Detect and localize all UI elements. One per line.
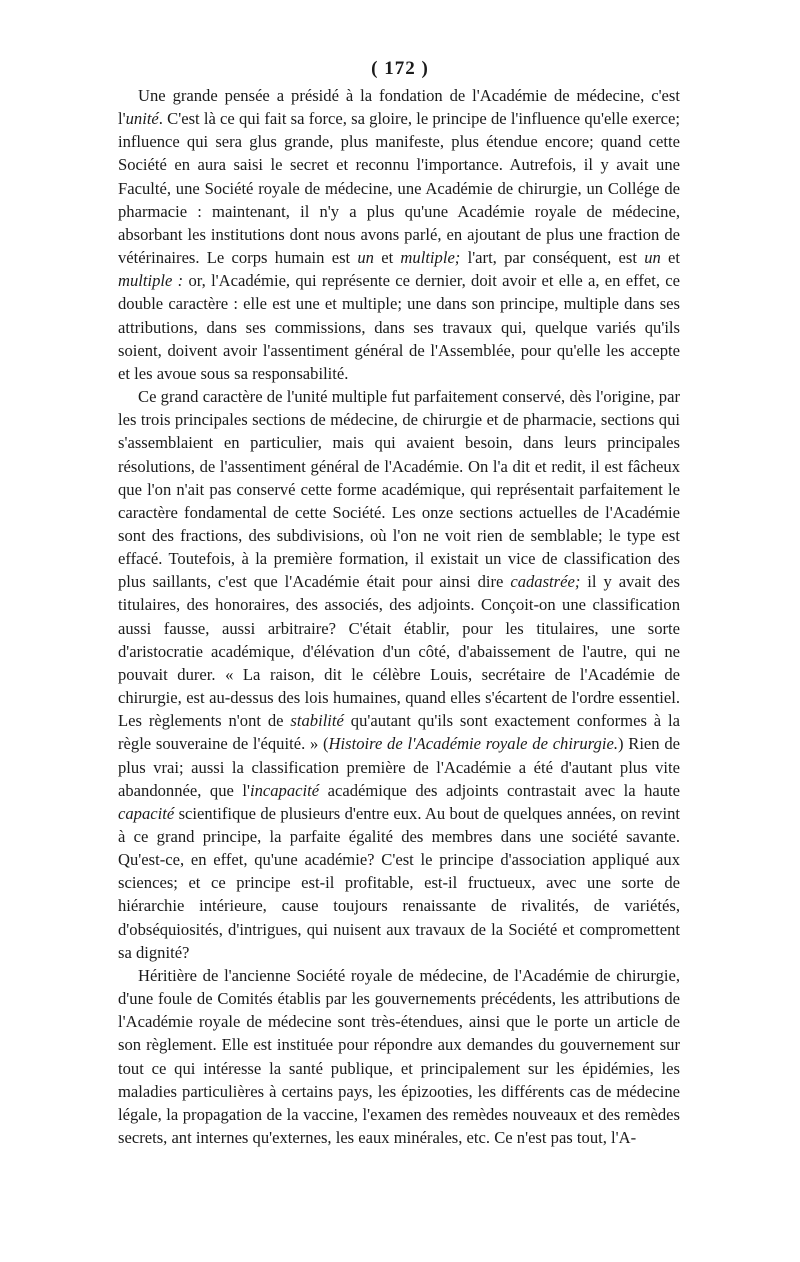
text-run: et: [373, 248, 401, 268]
text-run: et: [660, 248, 680, 268]
italic-text: un: [644, 248, 661, 268]
paragraph-1: [118, 84, 680, 385]
text-run: scientifique de plusieurs d'entre eux. Au bout de quelques années, on revint à ce grand principe, la parfaite égalité des membres dans une société savante. Qu'est-ce, en effet, qu'une académie? C'est le principe d'association appliqué aux sciences; et ce principe est-il profitable, est-il fructueux, avec une sorte de hiérarchie intérieure, cause toujours renaissante de rivalités, de variétés, d'obséquiosités, d'intrigues, qui nuisent aux travaux de la Société et compromettent sa dignité?: [118, 803, 680, 962]
text-run: or, l'Académie, qui représente ce dernier, doit avoir et elle a, en effet, ce double caractère : elle est une et multiple; une dans son principe, multiple dans ses attributions, dans ses commissions, dans ses travaux qui, quelque variés qu'ils soient, doivent avoir l'assentiment général de l'Assemblée, pour qu'elle les accepte et les avoue sous sa responsabilité.: [118, 271, 681, 383]
italic-text: stabilité: [290, 711, 344, 731]
text-run: il y avait des titulaires, des honoraires, des associés, des adjoints. Conçoit-on une classification aussi fausse, aussi arbitraire? C'était établir, pour les titulaires, une sorte d'aristocratie académique, d'élévation d'un côté, d'abaissement de l'autre, qui ne pouvait durer. « La raison, dit le célèbre Louis, secrétaire de l'Académie de chirurgie, est au-dessus des lois humaines, quand elles s'écartent de l'ordre essentiel. Les règlements n'ont de: [118, 572, 680, 731]
text-run: académique des adjoints contrastait avec la haute: [319, 780, 681, 800]
paragraph-2: [118, 385, 680, 964]
text-run: Une grande pensée a présidé à la fondation de l'Académie de médecine, c'est l': [118, 86, 680, 129]
italic-text: multiple;: [400, 248, 461, 268]
paragraph-3: [118, 964, 680, 1149]
italic-text: unité: [125, 109, 159, 129]
text-run: qu'autant qu'ils sont exactement conformes à la règle souveraine de l'équité. » (: [118, 711, 680, 754]
text-run: Héritière de l'ancienne Société royale de médecine, de l'Académie de chirurgie, d'une foule de Comités établis par les gouvernements précédents, les attributions de l'Académie royale de médecine sont très-étendues, ainsi que le porte un article de son règlement. Elle est instituée pour répondre aux demandes du gouvernement sur tout ce qui intéresse la santé publique, et principalement sur les épidémies, les maladies particulières à certains pays, les épizooties, les différents cas de médecine légale, la propagation de la vaccine, l'examen des remèdes nouveaux et des remèdes secrets, ant internes qu'externes, les eaux minérales, etc. Ce n'est pas tout, l'A-: [118, 965, 680, 1148]
text-run: Ce grand caractère de l'unité multiple fut parfaitement conservé, dès l'origine, par les trois principales sections de médecine, de chirurgie et de pharmacie, sections qui s'assemblaient en particulier, mais qui avaient besoin, dans leurs principales résolutions, de l'assentiment général de l'Académie. On l'a dit et redit, il est fâcheux que l'on n'ait pas conservé cette forme académique, qui représentait parfaitement le caractère fondamental de cette Société. Les onze sections actuelles de l'Académie sont des fractions, des subdivisions, où l'on ne voit rien de semblable; le type est effacé. Toutefois, à la première formation, il existait un vice de classification des plus saillants, c'est que l'Académie était pour ainsi dire: [118, 387, 680, 592]
italic-text: incapacité: [249, 780, 320, 800]
text-run: . C'est là ce qui fait sa force, sa gloire, le principe de l'influence qu'elle exerce; influence qui sera glus grande, plus manifeste, plus étendue encore; quand cette Société en aura saisi le secret et reconnu l'importance. Autrefois, il y avait une Faculté, une Société royale de médecine, une Académie de chirurgie, un Collége de pharmacie : maintenant, il n'y a plus qu'une Académie royale de médecine, absorbant les institutions dont nous avons parlé, en ajoutant de plus une fraction de vétérinaires. Le corps humain est: [118, 109, 680, 268]
italic-text: Histoire de l'Académie royale de chirurgie.: [328, 734, 618, 754]
page-number: ( 172 ): [371, 58, 429, 79]
italic-text: un: [357, 248, 374, 268]
italic-text: capacité: [118, 803, 175, 823]
body-text: [118, 84, 680, 1149]
italic-text: cadastrée;: [510, 572, 581, 592]
text-run: ) Rien de plus vrai; aussi la classification première de l'Académie a été d'autant plus vite abandonnée, que l': [118, 734, 680, 800]
italic-text: multiple :: [118, 271, 184, 291]
text-run: l'art, par conséquent, est: [460, 248, 645, 268]
